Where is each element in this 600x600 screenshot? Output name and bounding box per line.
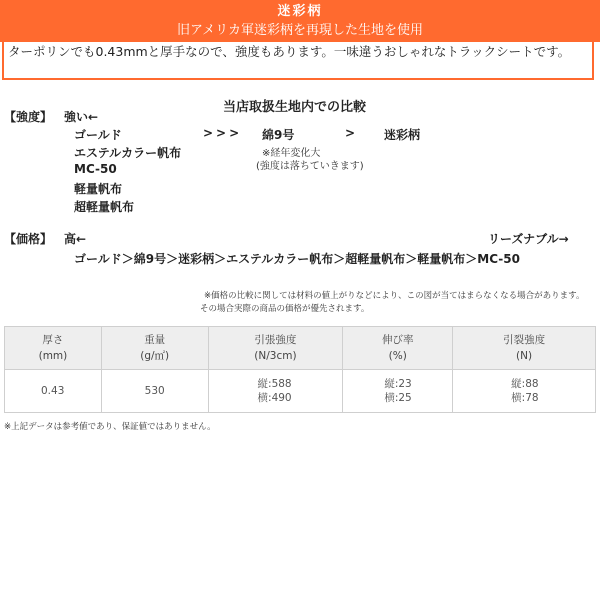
elongation-value: 縦:23 横:25 [343,370,453,413]
tensile-value: 縦:588 横:490 [208,370,343,413]
strength-item: 超軽量帆布 [74,200,135,214]
strength-direction: 強い← [64,110,99,124]
comparison-title: 当店取扱生地内での比較 [223,100,367,115]
price-note: ※価格の比較に関しては材料の値上がりなどにより、この図が当てはまらなくなる場合があります。 [204,291,585,301]
product-title: 迷彩柄 [277,4,323,19]
description-box [2,42,594,80]
spec-footnote: ※上記データは参考値であり、保証値ではありません。 [4,422,216,432]
spec-header-cell: 引張強度 (N/3cm) [208,327,343,370]
thickness-value: 0.43 [5,370,102,413]
strength-note: ※経年変化大 [262,148,321,159]
strength-item: エステルカラー帆布 [74,146,182,160]
strength-right-item: 迷彩柄 [384,128,421,142]
price-note: その場合実際の商品の価格が優先されます。 [200,304,370,314]
strength-item: ゴールド [74,128,122,142]
strength-separator: >>> [203,126,243,140]
tear-value: 縦:88 横:78 [453,370,596,413]
spec-header-row [5,327,596,370]
spec-header-cell: 厚さ (mm) [5,327,102,370]
strength-note: (強度は落ちていきます) [256,161,364,172]
spec-header-cell: 引裂強度 (N) [453,327,596,370]
strength-item: MC-50 [74,162,117,176]
strength-item: 軽量帆布 [74,182,123,196]
spec-table [4,326,596,413]
spec-header-cell: 伸び率 (%) [343,327,453,370]
description-text: ターポリンでも0.43mmと厚手なので、強度もあります。一味違うおしゃれなトラックシートです。 [8,44,571,59]
product-subtitle: 旧アメリカ軍迷彩柄を再現した生地を使用 [176,23,424,38]
weight-value: 530 [101,370,208,413]
price-order: ゴールド＞綿9号＞迷彩柄＞エステルカラー帆布＞超軽量帆布＞軽量帆布＞MC-50 [74,252,520,266]
spec-value-row [5,370,596,413]
strength-separator: > [345,126,356,140]
spec-header-cell: 重量 (g/㎡) [101,327,208,370]
price-reasonable-label: リーズナブル→ [488,232,569,246]
price-direction: 高← [64,232,87,246]
price-label: 【価格】 [4,232,53,246]
strength-label: 【強度】 [4,110,53,124]
strength-mid-item: 綿9号 [262,128,295,142]
header-banner [0,0,600,42]
